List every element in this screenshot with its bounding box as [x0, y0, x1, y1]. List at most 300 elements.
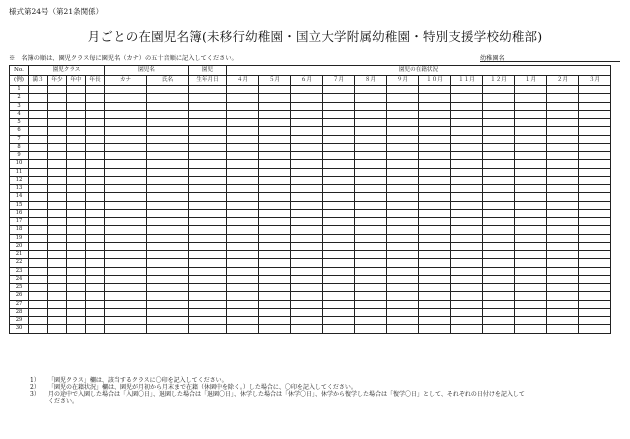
- entry-cell[interactable]: [189, 317, 227, 325]
- entry-cell[interactable]: [579, 168, 611, 176]
- entry-cell[interactable]: [259, 135, 291, 143]
- entry-cell[interactable]: [451, 284, 483, 292]
- entry-cell[interactable]: [291, 102, 323, 110]
- entry-cell[interactable]: [515, 251, 547, 259]
- entry-cell[interactable]: [147, 102, 189, 110]
- entry-cell[interactable]: [355, 86, 387, 94]
- entry-cell[interactable]: [579, 127, 611, 135]
- entry-cell[interactable]: [579, 226, 611, 234]
- entry-cell[interactable]: [419, 86, 451, 94]
- entry-cell[interactable]: [86, 251, 105, 259]
- entry-cell[interactable]: [547, 284, 579, 292]
- entry-cell[interactable]: [48, 176, 67, 184]
- entry-cell[interactable]: [147, 94, 189, 102]
- entry-cell[interactable]: [29, 226, 48, 234]
- entry-cell[interactable]: [189, 160, 227, 168]
- entry-cell[interactable]: [387, 127, 419, 135]
- entry-cell[interactable]: [451, 160, 483, 168]
- entry-cell[interactable]: [547, 201, 579, 209]
- entry-cell[interactable]: [67, 94, 86, 102]
- entry-cell[interactable]: [259, 275, 291, 283]
- entry-cell[interactable]: [387, 226, 419, 234]
- entry-cell[interactable]: [48, 152, 67, 160]
- entry-cell[interactable]: [579, 209, 611, 217]
- entry-cell[interactable]: [323, 152, 355, 160]
- entry-cell[interactable]: [451, 110, 483, 118]
- entry-cell[interactable]: [67, 234, 86, 242]
- entry-cell[interactable]: [105, 185, 147, 193]
- entry-cell[interactable]: [105, 176, 147, 184]
- entry-cell[interactable]: [189, 185, 227, 193]
- entry-cell[interactable]: [291, 284, 323, 292]
- entry-cell[interactable]: [451, 275, 483, 283]
- entry-cell[interactable]: [483, 168, 515, 176]
- entry-cell[interactable]: [227, 209, 259, 217]
- entry-cell[interactable]: [86, 102, 105, 110]
- entry-cell[interactable]: [189, 259, 227, 267]
- entry-cell[interactable]: [147, 218, 189, 226]
- entry-cell[interactable]: [323, 275, 355, 283]
- entry-cell[interactable]: [105, 152, 147, 160]
- entry-cell[interactable]: [547, 308, 579, 316]
- entry-cell[interactable]: [515, 152, 547, 160]
- entry-cell[interactable]: [323, 201, 355, 209]
- entry-cell[interactable]: [105, 292, 147, 300]
- entry-cell[interactable]: [105, 284, 147, 292]
- entry-cell[interactable]: [547, 152, 579, 160]
- entry-cell[interactable]: [147, 86, 189, 94]
- entry-cell[interactable]: [547, 226, 579, 234]
- entry-cell[interactable]: [451, 119, 483, 127]
- entry-cell[interactable]: [547, 119, 579, 127]
- entry-cell[interactable]: [105, 259, 147, 267]
- entry-cell[interactable]: [67, 300, 86, 308]
- entry-cell[interactable]: [48, 226, 67, 234]
- entry-cell[interactable]: [451, 292, 483, 300]
- entry-cell[interactable]: [579, 325, 611, 333]
- entry-cell[interactable]: [86, 160, 105, 168]
- entry-cell[interactable]: [48, 185, 67, 193]
- entry-cell[interactable]: [227, 160, 259, 168]
- entry-cell[interactable]: [483, 325, 515, 333]
- entry-cell[interactable]: [483, 209, 515, 217]
- entry-cell[interactable]: [451, 251, 483, 259]
- entry-cell[interactable]: [387, 102, 419, 110]
- entry-cell[interactable]: [387, 251, 419, 259]
- entry-cell[interactable]: [355, 94, 387, 102]
- entry-cell[interactable]: [189, 193, 227, 201]
- entry-cell[interactable]: [189, 168, 227, 176]
- entry-cell[interactable]: [291, 185, 323, 193]
- entry-cell[interactable]: [29, 143, 48, 151]
- entry-cell[interactable]: [387, 94, 419, 102]
- entry-cell[interactable]: [291, 292, 323, 300]
- entry-cell[interactable]: [189, 292, 227, 300]
- entry-cell[interactable]: [189, 94, 227, 102]
- entry-cell[interactable]: [579, 143, 611, 151]
- entry-cell[interactable]: [355, 325, 387, 333]
- entry-cell[interactable]: [48, 251, 67, 259]
- entry-cell[interactable]: [48, 119, 67, 127]
- entry-cell[interactable]: [105, 325, 147, 333]
- entry-cell[interactable]: [579, 284, 611, 292]
- entry-cell[interactable]: [323, 143, 355, 151]
- entry-cell[interactable]: [147, 176, 189, 184]
- entry-cell[interactable]: [419, 94, 451, 102]
- entry-cell[interactable]: [86, 284, 105, 292]
- entry-cell[interactable]: [259, 110, 291, 118]
- entry-cell[interactable]: [323, 127, 355, 135]
- entry-cell[interactable]: [547, 242, 579, 250]
- entry-cell[interactable]: [323, 308, 355, 316]
- entry-cell[interactable]: [227, 94, 259, 102]
- entry-cell[interactable]: [227, 86, 259, 94]
- entry-cell[interactable]: [483, 185, 515, 193]
- entry-cell[interactable]: [291, 119, 323, 127]
- entry-cell[interactable]: [515, 226, 547, 234]
- entry-cell[interactable]: [259, 86, 291, 94]
- entry-cell[interactable]: [291, 193, 323, 201]
- entry-cell[interactable]: [227, 300, 259, 308]
- entry-cell[interactable]: [67, 267, 86, 275]
- entry-cell[interactable]: [547, 102, 579, 110]
- entry-cell[interactable]: [419, 193, 451, 201]
- entry-cell[interactable]: [29, 193, 48, 201]
- entry-cell[interactable]: [291, 127, 323, 135]
- entry-cell[interactable]: [48, 317, 67, 325]
- entry-cell[interactable]: [355, 110, 387, 118]
- entry-cell[interactable]: [67, 86, 86, 94]
- entry-cell[interactable]: [323, 160, 355, 168]
- entry-cell[interactable]: [579, 275, 611, 283]
- entry-cell[interactable]: [419, 127, 451, 135]
- entry-cell[interactable]: [387, 185, 419, 193]
- entry-cell[interactable]: [291, 317, 323, 325]
- entry-cell[interactable]: [579, 193, 611, 201]
- entry-cell[interactable]: [86, 317, 105, 325]
- entry-cell[interactable]: [48, 94, 67, 102]
- entry-cell[interactable]: [355, 135, 387, 143]
- entry-cell[interactable]: [387, 152, 419, 160]
- entry-cell[interactable]: [189, 110, 227, 118]
- entry-cell[interactable]: [48, 218, 67, 226]
- entry-cell[interactable]: [323, 94, 355, 102]
- entry-cell[interactable]: [105, 308, 147, 316]
- entry-cell[interactable]: [579, 86, 611, 94]
- entry-cell[interactable]: [291, 267, 323, 275]
- entry-cell[interactable]: [579, 185, 611, 193]
- entry-cell[interactable]: [419, 218, 451, 226]
- entry-cell[interactable]: [419, 267, 451, 275]
- entry-cell[interactable]: [29, 152, 48, 160]
- entry-cell[interactable]: [387, 193, 419, 201]
- entry-cell[interactable]: [147, 242, 189, 250]
- entry-cell[interactable]: [86, 325, 105, 333]
- entry-cell[interactable]: [451, 152, 483, 160]
- entry-cell[interactable]: [291, 135, 323, 143]
- entry-cell[interactable]: [419, 226, 451, 234]
- entry-cell[interactable]: [291, 234, 323, 242]
- entry-cell[interactable]: [147, 251, 189, 259]
- entry-cell[interactable]: [547, 325, 579, 333]
- entry-cell[interactable]: [259, 267, 291, 275]
- entry-cell[interactable]: [451, 168, 483, 176]
- entry-cell[interactable]: [483, 143, 515, 151]
- entry-cell[interactable]: [323, 234, 355, 242]
- entry-cell[interactable]: [147, 234, 189, 242]
- entry-cell[interactable]: [147, 267, 189, 275]
- entry-cell[interactable]: [387, 284, 419, 292]
- entry-cell[interactable]: [387, 325, 419, 333]
- entry-cell[interactable]: [483, 201, 515, 209]
- entry-cell[interactable]: [483, 267, 515, 275]
- entry-cell[interactable]: [323, 135, 355, 143]
- entry-cell[interactable]: [387, 267, 419, 275]
- entry-cell[interactable]: [323, 193, 355, 201]
- entry-cell[interactable]: [547, 193, 579, 201]
- entry-cell[interactable]: [189, 102, 227, 110]
- entry-cell[interactable]: [419, 242, 451, 250]
- entry-cell[interactable]: [387, 176, 419, 184]
- entry-cell[interactable]: [355, 185, 387, 193]
- entry-cell[interactable]: [515, 300, 547, 308]
- entry-cell[interactable]: [86, 267, 105, 275]
- entry-cell[interactable]: [515, 94, 547, 102]
- entry-cell[interactable]: [259, 226, 291, 234]
- entry-cell[interactable]: [189, 308, 227, 316]
- entry-cell[interactable]: [515, 275, 547, 283]
- entry-cell[interactable]: [419, 251, 451, 259]
- entry-cell[interactable]: [515, 119, 547, 127]
- entry-cell[interactable]: [86, 308, 105, 316]
- entry-cell[interactable]: [451, 193, 483, 201]
- entry-cell[interactable]: [483, 127, 515, 135]
- entry-cell[interactable]: [29, 300, 48, 308]
- entry-cell[interactable]: [419, 284, 451, 292]
- entry-cell[interactable]: [29, 325, 48, 333]
- entry-cell[interactable]: [29, 102, 48, 110]
- entry-cell[interactable]: [86, 275, 105, 283]
- entry-cell[interactable]: [355, 143, 387, 151]
- entry-cell[interactable]: [67, 168, 86, 176]
- entry-cell[interactable]: [515, 242, 547, 250]
- entry-cell[interactable]: [483, 259, 515, 267]
- entry-cell[interactable]: [323, 185, 355, 193]
- entry-cell[interactable]: [323, 300, 355, 308]
- entry-cell[interactable]: [227, 259, 259, 267]
- entry-cell[interactable]: [291, 168, 323, 176]
- entry-cell[interactable]: [291, 325, 323, 333]
- entry-cell[interactable]: [227, 218, 259, 226]
- entry-cell[interactable]: [86, 185, 105, 193]
- entry-cell[interactable]: [105, 168, 147, 176]
- entry-cell[interactable]: [189, 135, 227, 143]
- entry-cell[interactable]: [579, 102, 611, 110]
- entry-cell[interactable]: [147, 226, 189, 234]
- entry-cell[interactable]: [48, 275, 67, 283]
- entry-cell[interactable]: [67, 110, 86, 118]
- entry-cell[interactable]: [483, 94, 515, 102]
- entry-cell[interactable]: [189, 226, 227, 234]
- entry-cell[interactable]: [387, 218, 419, 226]
- entry-cell[interactable]: [189, 251, 227, 259]
- entry-cell[interactable]: [48, 209, 67, 217]
- entry-cell[interactable]: [86, 234, 105, 242]
- entry-cell[interactable]: [547, 185, 579, 193]
- entry-cell[interactable]: [483, 119, 515, 127]
- entry-cell[interactable]: [67, 325, 86, 333]
- entry-cell[interactable]: [387, 317, 419, 325]
- entry-cell[interactable]: [259, 160, 291, 168]
- entry-cell[interactable]: [419, 317, 451, 325]
- entry-cell[interactable]: [147, 168, 189, 176]
- entry-cell[interactable]: [483, 102, 515, 110]
- entry-cell[interactable]: [547, 176, 579, 184]
- entry-cell[interactable]: [387, 275, 419, 283]
- entry-cell[interactable]: [579, 152, 611, 160]
- entry-cell[interactable]: [259, 201, 291, 209]
- entry-cell[interactable]: [29, 218, 48, 226]
- entry-cell[interactable]: [259, 259, 291, 267]
- entry-cell[interactable]: [48, 234, 67, 242]
- entry-cell[interactable]: [67, 201, 86, 209]
- entry-cell[interactable]: [48, 325, 67, 333]
- entry-cell[interactable]: [29, 267, 48, 275]
- entry-cell[interactable]: [29, 185, 48, 193]
- entry-cell[interactable]: [547, 94, 579, 102]
- entry-cell[interactable]: [515, 193, 547, 201]
- entry-cell[interactable]: [579, 251, 611, 259]
- entry-cell[interactable]: [291, 176, 323, 184]
- entry-cell[interactable]: [147, 193, 189, 201]
- entry-cell[interactable]: [547, 251, 579, 259]
- entry-cell[interactable]: [105, 201, 147, 209]
- entry-cell[interactable]: [579, 317, 611, 325]
- entry-cell[interactable]: [579, 308, 611, 316]
- entry-cell[interactable]: [579, 234, 611, 242]
- entry-cell[interactable]: [105, 317, 147, 325]
- entry-cell[interactable]: [323, 119, 355, 127]
- entry-cell[interactable]: [419, 292, 451, 300]
- entry-cell[interactable]: [323, 86, 355, 94]
- entry-cell[interactable]: [355, 284, 387, 292]
- entry-cell[interactable]: [547, 127, 579, 135]
- entry-cell[interactable]: [579, 300, 611, 308]
- entry-cell[interactable]: [259, 300, 291, 308]
- entry-cell[interactable]: [387, 242, 419, 250]
- entry-cell[interactable]: [67, 209, 86, 217]
- entry-cell[interactable]: [547, 234, 579, 242]
- entry-cell[interactable]: [86, 143, 105, 151]
- entry-cell[interactable]: [419, 102, 451, 110]
- entry-cell[interactable]: [189, 284, 227, 292]
- entry-cell[interactable]: [86, 94, 105, 102]
- school-name-field[interactable]: [480, 53, 620, 62]
- entry-cell[interactable]: [86, 259, 105, 267]
- entry-cell[interactable]: [105, 86, 147, 94]
- entry-cell[interactable]: [105, 143, 147, 151]
- entry-cell[interactable]: [515, 292, 547, 300]
- entry-cell[interactable]: [451, 86, 483, 94]
- entry-cell[interactable]: [419, 275, 451, 283]
- entry-cell[interactable]: [29, 317, 48, 325]
- entry-cell[interactable]: [227, 152, 259, 160]
- entry-cell[interactable]: [355, 176, 387, 184]
- entry-cell[interactable]: [387, 308, 419, 316]
- entry-cell[interactable]: [227, 325, 259, 333]
- entry-cell[interactable]: [86, 292, 105, 300]
- entry-cell[interactable]: [105, 94, 147, 102]
- entry-cell[interactable]: [105, 234, 147, 242]
- entry-cell[interactable]: [227, 317, 259, 325]
- entry-cell[interactable]: [227, 143, 259, 151]
- entry-cell[interactable]: [67, 152, 86, 160]
- entry-cell[interactable]: [189, 300, 227, 308]
- entry-cell[interactable]: [291, 300, 323, 308]
- entry-cell[interactable]: [323, 292, 355, 300]
- entry-cell[interactable]: [483, 152, 515, 160]
- entry-cell[interactable]: [29, 94, 48, 102]
- entry-cell[interactable]: [105, 218, 147, 226]
- entry-cell[interactable]: [387, 209, 419, 217]
- entry-cell[interactable]: [483, 193, 515, 201]
- entry-cell[interactable]: [29, 234, 48, 242]
- entry-cell[interactable]: [48, 168, 67, 176]
- entry-cell[interactable]: [515, 176, 547, 184]
- entry-cell[interactable]: [483, 226, 515, 234]
- entry-cell[interactable]: [291, 275, 323, 283]
- entry-cell[interactable]: [67, 308, 86, 316]
- entry-cell[interactable]: [189, 201, 227, 209]
- entry-cell[interactable]: [147, 308, 189, 316]
- entry-cell[interactable]: [515, 259, 547, 267]
- entry-cell[interactable]: [451, 127, 483, 135]
- entry-cell[interactable]: [227, 201, 259, 209]
- entry-cell[interactable]: [515, 185, 547, 193]
- entry-cell[interactable]: [547, 110, 579, 118]
- entry-cell[interactable]: [515, 325, 547, 333]
- entry-cell[interactable]: [355, 218, 387, 226]
- entry-cell[interactable]: [547, 259, 579, 267]
- entry-cell[interactable]: [29, 259, 48, 267]
- entry-cell[interactable]: [147, 325, 189, 333]
- entry-cell[interactable]: [323, 218, 355, 226]
- entry-cell[interactable]: [259, 251, 291, 259]
- entry-cell[interactable]: [259, 325, 291, 333]
- entry-cell[interactable]: [419, 259, 451, 267]
- entry-cell[interactable]: [323, 168, 355, 176]
- entry-cell[interactable]: [29, 209, 48, 217]
- entry-cell[interactable]: [259, 317, 291, 325]
- entry-cell[interactable]: [29, 168, 48, 176]
- entry-cell[interactable]: [86, 176, 105, 184]
- entry-cell[interactable]: [67, 127, 86, 135]
- entry-cell[interactable]: [29, 127, 48, 135]
- entry-cell[interactable]: [387, 300, 419, 308]
- entry-cell[interactable]: [419, 209, 451, 217]
- entry-cell[interactable]: [483, 251, 515, 259]
- entry-cell[interactable]: [86, 168, 105, 176]
- entry-cell[interactable]: [147, 143, 189, 151]
- entry-cell[interactable]: [387, 259, 419, 267]
- entry-cell[interactable]: [515, 308, 547, 316]
- entry-cell[interactable]: [67, 317, 86, 325]
- entry-cell[interactable]: [259, 168, 291, 176]
- entry-cell[interactable]: [451, 259, 483, 267]
- entry-cell[interactable]: [291, 143, 323, 151]
- entry-cell[interactable]: [259, 292, 291, 300]
- entry-cell[interactable]: [323, 325, 355, 333]
